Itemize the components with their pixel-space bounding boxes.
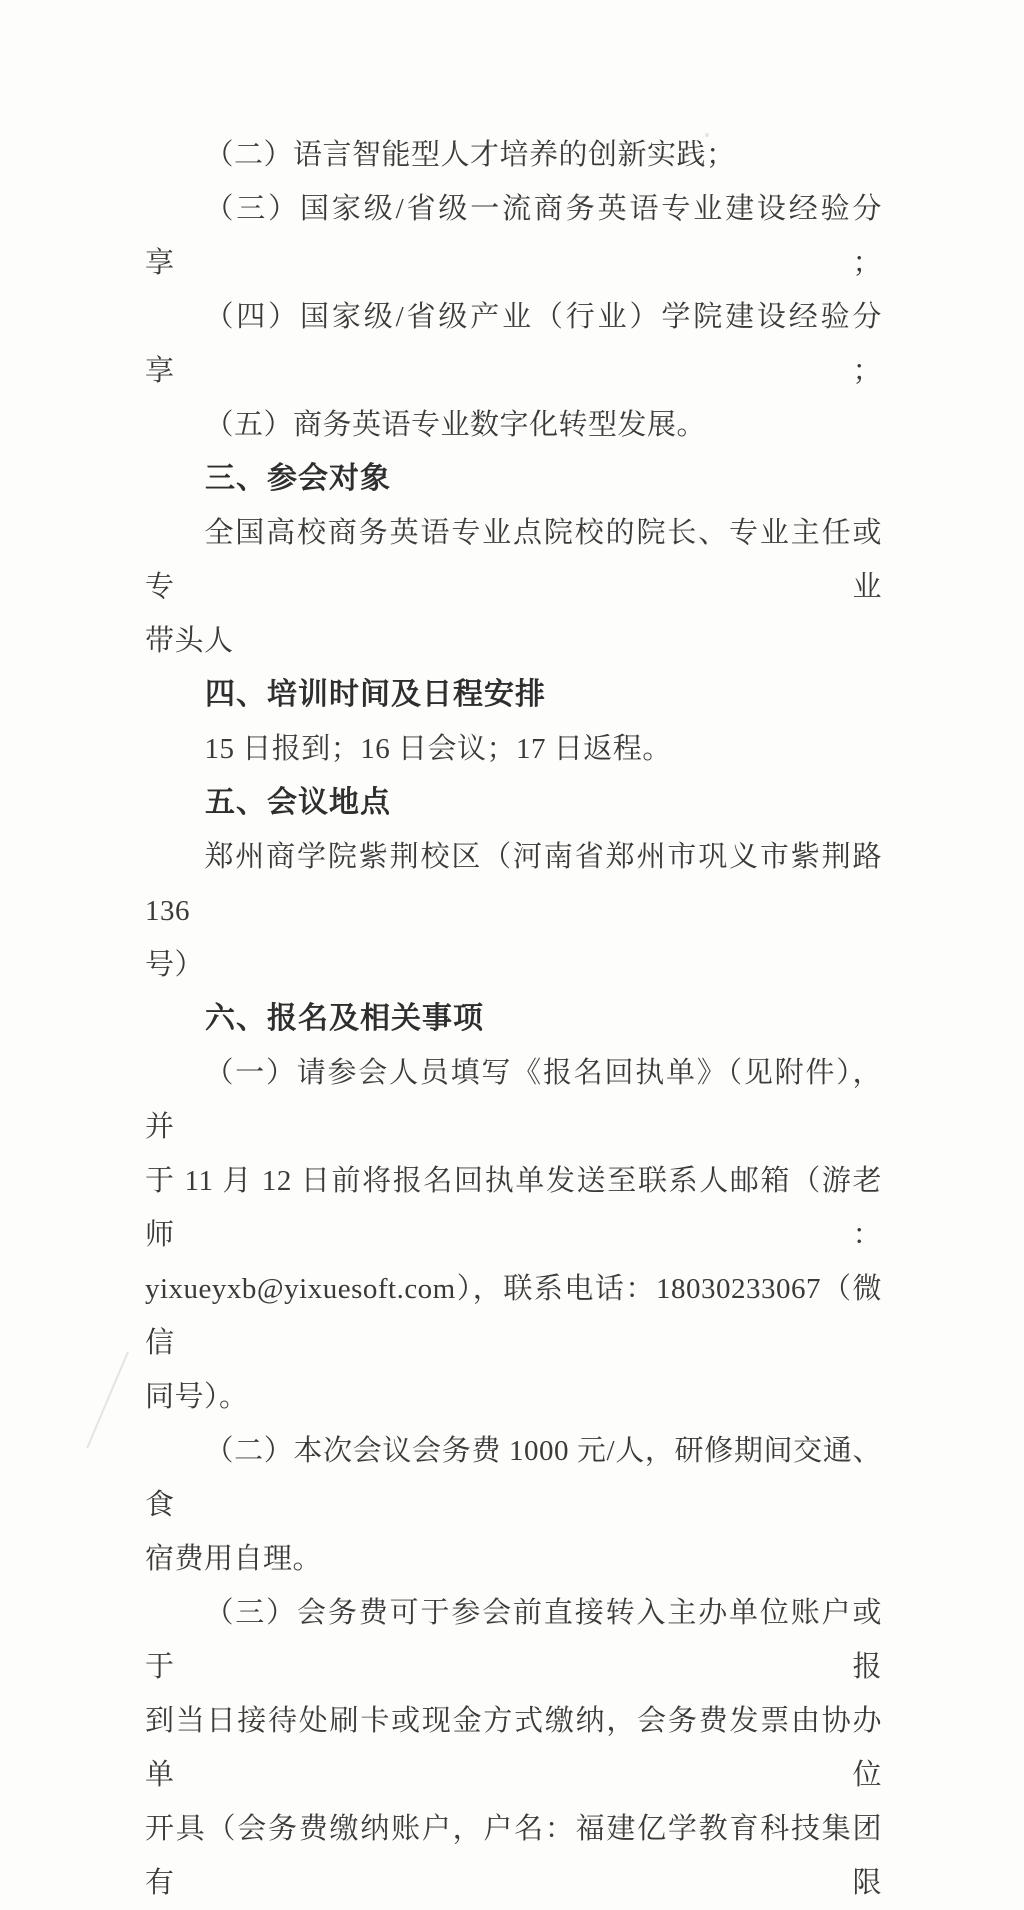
paragraph-line: （三）会务费可于参会前直接转入主办单位账户或于报 [145, 1597, 882, 1683]
paragraph-line: 15 日报到；16 日会议；17 日返程。 [204, 733, 672, 765]
section-heading-schedule: 四、培训时间及日程安排 [205, 678, 546, 711]
paragraph-line: （二）语言智能型人才培养的创新实践； [204, 139, 736, 171]
paragraph-line: 郑州商学院紫荆校区（河南省郑州市巩义市紫荆路 136 [145, 841, 882, 927]
scan-speck-artifact [705, 133, 709, 137]
section-heading-attendees: 三、参会对象 [205, 462, 391, 495]
paragraph-line: （五）商务英语专业数字化转型发展。 [204, 409, 706, 441]
paragraph-line: （一）请参会人员填写《报名回执单》（见附件），并 [145, 1057, 882, 1143]
paragraph-line: （二）本次会议会务费 1000 元/人，研修期间交通、食 [145, 1435, 882, 1521]
paragraph-line: 开具（会务费缴纳账户，户名：福建亿学教育科技集团有限 [145, 1813, 882, 1899]
paragraph-line: 于 11 月 12 日前将报名回执单发送至联系人邮箱（游老师： [145, 1165, 882, 1251]
paragraph-line: 同号）。 [145, 1381, 249, 1413]
paragraph-line-contact: yixueyxb@yixuesoft.com），联系电话：18030233067（微信 [145, 1273, 882, 1359]
paragraph-line: （三）国家级/省级一流商务英语专业建设经验分享； [145, 193, 882, 279]
document-body [145, 128, 882, 1910]
scan-scratch-artifact [86, 1351, 129, 1448]
paragraph-line: 号） [145, 949, 205, 981]
paragraph-line: （四）国家级/省级产业（行业）学院建设经验分享； [145, 301, 882, 387]
paragraph-line: 到当日接待处刷卡或现金方式缴纳，会务费发票由协办单位 [145, 1705, 882, 1791]
paragraph-line: 带头人 [145, 625, 234, 657]
section-heading-registration: 六、报名及相关事项 [205, 1002, 484, 1035]
paragraph-line: 全国高校商务英语专业点院校的院长、专业主任或专业 [145, 517, 882, 603]
section-heading-venue: 五、会议地点 [205, 786, 391, 819]
paragraph-line: 宿费用自理。 [145, 1543, 323, 1575]
